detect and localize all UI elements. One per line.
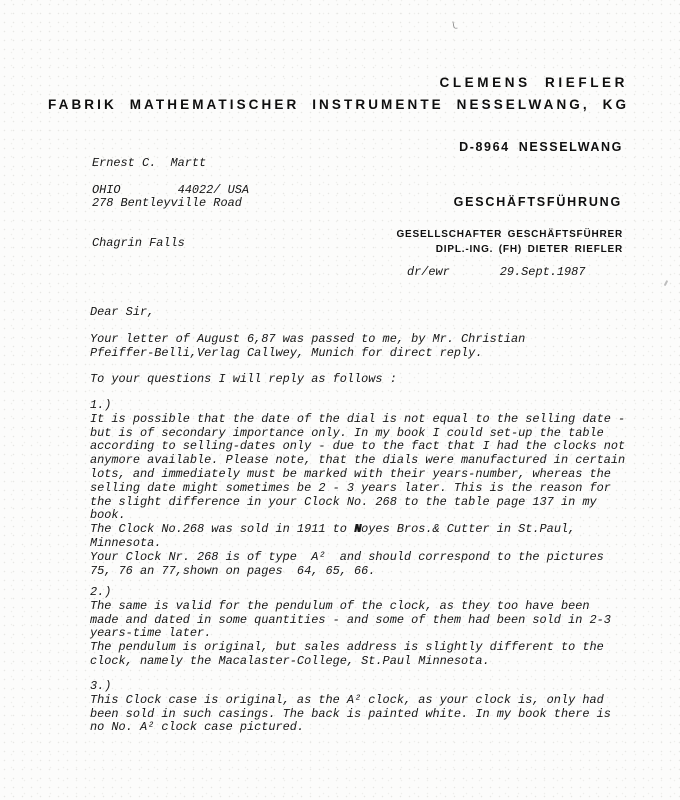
management-heading: GESCHÄFTSFÜHRUNG: [453, 195, 622, 209]
recipient-region-line: OHIO 44022/ USA: [92, 183, 249, 197]
recipient-name: Ernest C. Martt: [92, 156, 207, 171]
paragraph: [90, 680, 611, 735]
body-line: The same is valid for the pendulum of the clock, as they too have been: [90, 598, 590, 613]
recipient-city: Chagrin Falls: [92, 235, 185, 250]
body-line: 3.): [90, 679, 112, 693]
paragraph: [90, 373, 397, 387]
paragraph: [90, 399, 625, 578]
paragraph: [90, 306, 154, 320]
paragraph: [90, 333, 525, 361]
body-line: Pfeiffer-Belli,Verlag Callwey, Munich for direct reply.: [90, 345, 483, 360]
body-line: been sold in such casings. The back is painted white. In my book there is: [90, 706, 611, 721]
body-line: lots, and immediately must be marked with their years-number, whereas the: [90, 466, 611, 481]
partner-role: GESELLSCHAFTER GESCHÄFTSFÜHRER: [396, 229, 623, 240]
body-line: book.: [90, 508, 126, 523]
body-line: 1.): [90, 398, 112, 412]
scan-speck: [664, 280, 668, 286]
company-subtitle: FABRIK MATHEMATISCHER INSTRUMENTE NESSELWANG, KG: [48, 97, 630, 112]
body-line: The pendulum is original, but sales address is slightly different to the: [90, 640, 604, 655]
body-line: To your questions I will reply as follows :: [90, 372, 397, 386]
body-line: selling date might sometimes be 2 - 3 years later. This is the reason for: [90, 480, 611, 495]
body-line: but is of secondary importance only. In my book I could set-up the table: [90, 425, 604, 440]
body-line: 2.): [90, 585, 112, 599]
partner-name: DIPL.-ING. (FH) DIETER RIEFLER: [435, 244, 623, 255]
body-line: It is possible that the date of the dial is not equal to the selling date -: [90, 411, 626, 426]
paragraph: [90, 586, 611, 669]
scan-speck: [452, 21, 457, 30]
body-line: years-time later.: [90, 626, 212, 641]
recipient-street: 278 Bentleyville Road: [92, 196, 242, 211]
body-line: Minnesota.: [90, 535, 162, 550]
body-line: This Clock case is original, as the A² clock, as your clock is, only had: [90, 692, 604, 707]
recipient-address-block: [92, 131, 242, 276]
body-line: no No. A² clock case pictured.: [90, 720, 305, 735]
body-line: anymore available. Please note, that the dials were manufactured in certain: [90, 453, 626, 468]
body-line: the slight difference in your Clock No. 268 to the table page 137 in my: [90, 494, 597, 509]
body-line: made and dated in some quantities - and some of them had been sold in 2-3: [90, 612, 611, 627]
reference-date-line: dr/ewr 29.Sept.1987: [407, 265, 586, 279]
body-line: clock, namely the Macalaster-College, St.Paul Minnesota.: [90, 653, 490, 668]
company-name: CLEMENS RIEFLER: [439, 75, 628, 90]
body-line: 75, 76 an 77,shown on pages 64, 65, 66.: [90, 563, 376, 578]
body-line: Your Clock Nr. 268 is of type A² and should correspond to the pictures: [90, 549, 604, 564]
body-line: according to selling-dates only - due to the fact that I had the clocks not: [90, 439, 626, 454]
body-line: Dear Sir,: [90, 305, 155, 319]
company-location: D-8964 NESSELWANG: [459, 140, 623, 154]
body-line: The Clock No.268 was sold in 1911 to Noyes Bros.& Cutter in St.Paul,: [90, 522, 576, 537]
body-line: Your letter of August 6,87 was passed to me, by Mr. Christian: [90, 332, 526, 346]
